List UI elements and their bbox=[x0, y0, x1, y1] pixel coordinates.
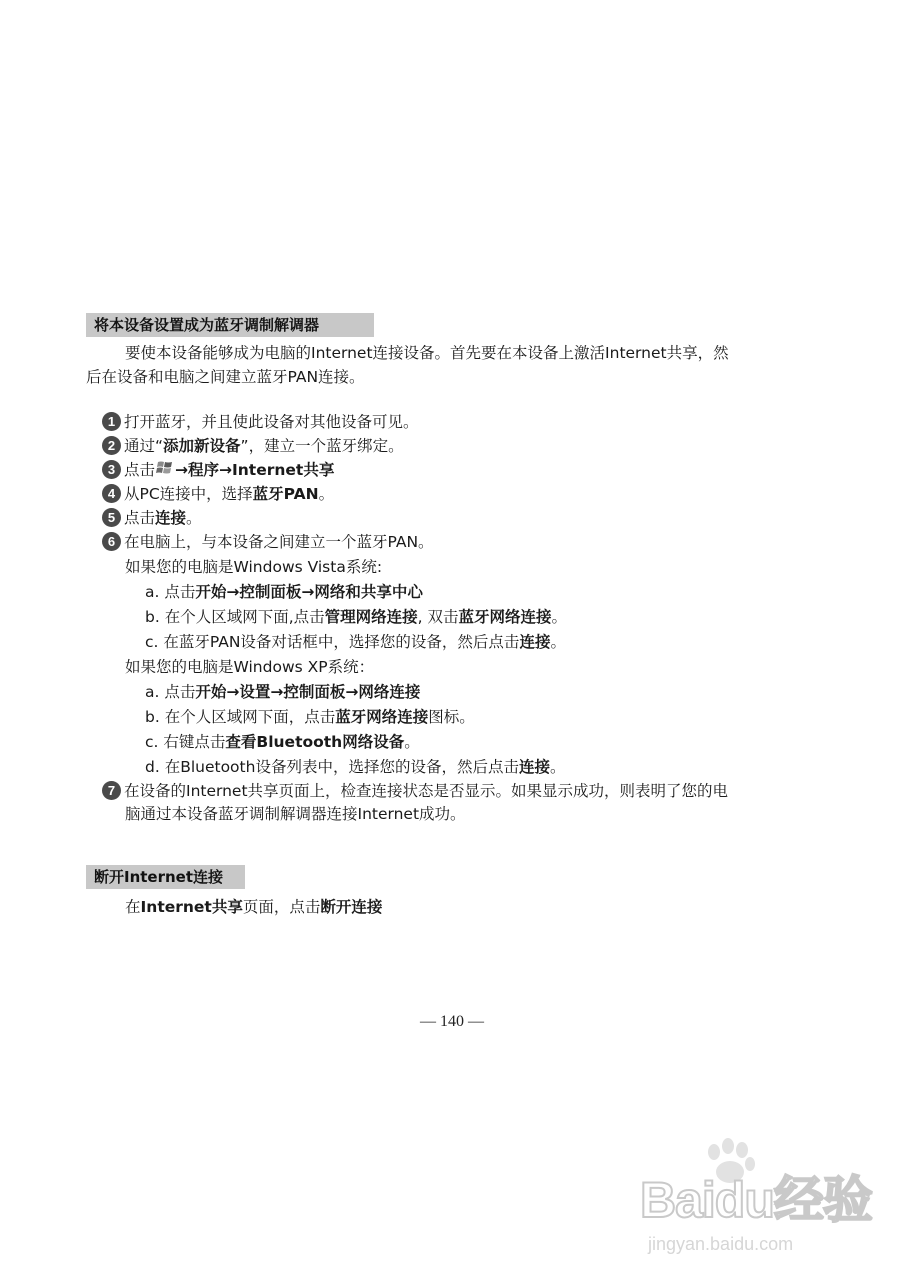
vista-step-a bbox=[145, 581, 423, 603]
vista-heading: 如果您的电脑是Windows Vista系统: bbox=[125, 558, 383, 576]
substep-text: c. 在蓝牙PAN设备对话框中，选择您的设备，然后点击 bbox=[145, 633, 520, 651]
substep-text-bold: 连接 bbox=[518, 758, 550, 776]
intro-line-2: 后在设备和电脑之间建立蓝牙PAN连接。 bbox=[86, 368, 365, 386]
substep-text: a. 点击 bbox=[145, 583, 196, 601]
xp-step-b bbox=[145, 706, 475, 728]
step-3 bbox=[102, 459, 334, 481]
substep-text: c. 右键点击 bbox=[145, 733, 226, 751]
substep-text: d. 在Bluetooth设备列表中，选择您的设备，然后点击 bbox=[145, 758, 519, 776]
substep-text: b. 在个人区域网下面，点击 bbox=[145, 708, 336, 726]
step-6 bbox=[102, 531, 434, 553]
substep-text: , 双击 bbox=[417, 608, 459, 626]
step-text: 打开蓝牙，并且使此设备对其他设备可见。 bbox=[124, 413, 419, 431]
step-number-badge: 3 bbox=[102, 460, 121, 479]
step-text: 点击 bbox=[124, 461, 156, 479]
step-text: 在设备的Internet共享页面上，检查连接状态是否显示。如果显示成功，则表明了您的电 bbox=[124, 782, 729, 800]
step-7-continuation: 脑通过本设备蓝牙调制解调器连接Internet成功。 bbox=[125, 805, 466, 823]
xp-step-d bbox=[145, 756, 565, 778]
step-number-badge: 2 bbox=[102, 436, 121, 455]
step-text: 点击 bbox=[124, 509, 156, 527]
substep-text-bold: 蓝牙网络连接 bbox=[335, 708, 429, 726]
step-number-badge: 7 bbox=[102, 781, 121, 800]
substep-text-bold: 蓝牙网络连接 bbox=[458, 608, 552, 626]
step-text: 通过“ bbox=[124, 437, 164, 455]
watermark-brand: Baidu经验 bbox=[640, 1172, 872, 1228]
substep-text: 。 bbox=[550, 633, 566, 651]
vista-step-c bbox=[145, 631, 566, 653]
substep-text-bold: 开始→控制面板→网络和共享中心 bbox=[195, 583, 423, 601]
section-heading-bluetooth-modem: 将本设备设置成为蓝牙调制解调器 bbox=[86, 313, 374, 337]
step-5 bbox=[102, 507, 202, 529]
step-text-bold: 连接 bbox=[155, 509, 187, 527]
substep-text: a. 点击 bbox=[145, 683, 196, 701]
step-number-badge: 4 bbox=[102, 484, 121, 503]
xp-step-a bbox=[145, 681, 420, 703]
vista-step-b bbox=[145, 606, 567, 628]
substep-text-bold: 查看Bluetooth网络设备 bbox=[225, 733, 405, 751]
baidu-watermark bbox=[640, 1138, 890, 1268]
step-2 bbox=[102, 435, 404, 457]
substep-text: 图标。 bbox=[428, 708, 475, 726]
instruction-text-bold: Internet共享 bbox=[140, 898, 243, 916]
step-number-badge: 5 bbox=[102, 508, 121, 527]
substep-text: 。 bbox=[404, 733, 420, 751]
step-4 bbox=[102, 483, 334, 505]
step-text: 在电脑上，与本设备之间建立一个蓝牙PAN。 bbox=[124, 533, 434, 551]
step-text-bold: 蓝牙PAN bbox=[252, 485, 319, 503]
step-text: 。 bbox=[318, 485, 335, 503]
section-heading-disconnect: 断开Internet连接 bbox=[86, 865, 245, 889]
step-text-bold: 添加新设备 bbox=[163, 437, 241, 455]
instruction-text-bold: 断开连接 bbox=[320, 898, 383, 916]
step-text-bold: →程序→Internet共享 bbox=[175, 461, 335, 479]
intro-line-1: 要使本设备能够成为电脑的Internet连接设备。首先要在本设备上激活Internet共享，然 bbox=[125, 344, 729, 362]
step-text: ”，建立一个蓝牙绑定。 bbox=[240, 437, 404, 455]
step-number-badge: 1 bbox=[102, 412, 121, 431]
step-7 bbox=[102, 780, 728, 802]
xp-heading: 如果您的电脑是Windows XP系统： bbox=[125, 658, 375, 676]
disconnect-instruction bbox=[125, 896, 382, 918]
xp-step-c bbox=[145, 731, 420, 753]
watermark-url: jingyan.baidu.com bbox=[648, 1234, 794, 1254]
substep-text: b. 在个人区域网下面,点击 bbox=[145, 608, 325, 626]
substep-text: 。 bbox=[551, 608, 568, 626]
instruction-text: 页面，点击 bbox=[242, 898, 321, 916]
instruction-text: 在 bbox=[125, 898, 141, 916]
substep-text-bold: 连接 bbox=[519, 633, 551, 651]
step-1 bbox=[102, 411, 419, 433]
page-number: — 140 — bbox=[420, 1013, 484, 1030]
windows-start-icon bbox=[155, 460, 175, 476]
step-text: 。 bbox=[186, 509, 202, 527]
substep-text-bold: 管理网络连接 bbox=[324, 608, 418, 626]
step-text: 从PC连接中，选择 bbox=[124, 485, 253, 503]
substep-text: 。 bbox=[549, 758, 566, 776]
step-number-badge: 6 bbox=[102, 532, 121, 551]
substep-text-bold: 开始→设置→控制面板→网络连接 bbox=[195, 683, 421, 701]
